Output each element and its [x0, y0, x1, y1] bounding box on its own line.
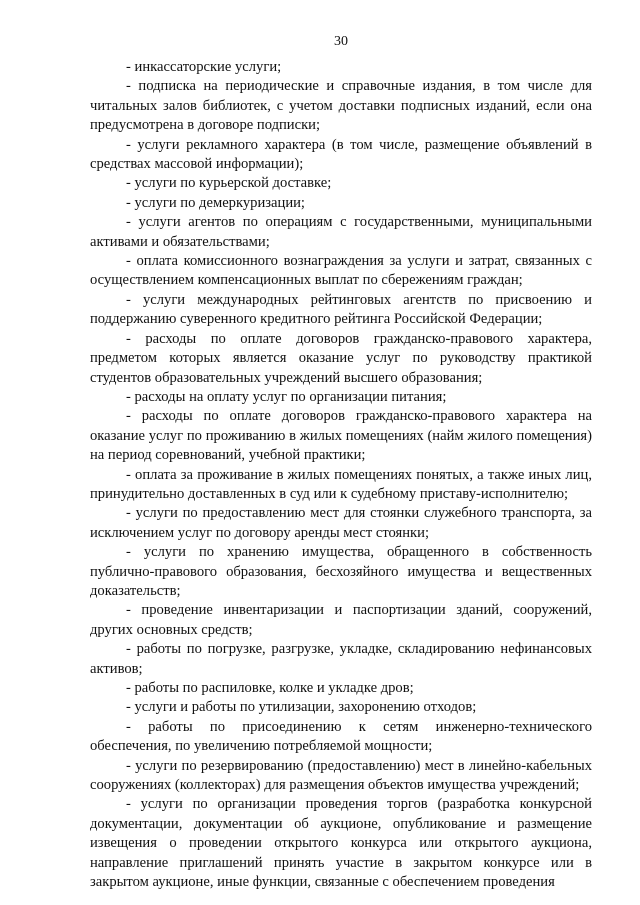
paragraph: - расходы по оплате договоров гражданско-правового характера на оказание услуг по проживанию в жилых помещениях (найм жилого помещения) на период соревнований, учебной практики; [90, 408, 592, 464]
paragraph: - услуги по резервированию (предоставлению) мест в линейно-кабельных сооружениях (коллекторах) для размещения объектов имущества учреждений; [90, 757, 592, 794]
page-number: 30 [334, 34, 348, 49]
paragraph: - услуги и работы по утилизации, захоронению отходов; [126, 699, 477, 716]
paragraph: - услуги рекламного характера (в том числе, размещение объявлений в средствах массовой информации); [90, 136, 592, 173]
document-body [90, 58, 592, 892]
paragraph: - оплата за проживание в жилых помещениях понятых, а также иных лиц, принудительно доставленных в суд или к судебному приставу-исполнителю; [90, 466, 592, 502]
paragraph: - проведение инвентаризации и паспортизации зданий, сооружений, других основных средств; [90, 602, 592, 638]
paragraph: - работы по распиловке, колке и укладке дров; [126, 680, 414, 696]
paragraph: - работы по присоединению к сетям инженерно-технического обеспечения, по увеличению потребляемой мощности; [90, 718, 592, 755]
paragraph: - услуги по хранению имущества, обращенного в собственность публично-правового образования, бесхозяйного имущества и вещественных доказательств; [90, 544, 592, 599]
paragraph: - оплата комиссионного вознаграждения за услуги и затрат, связанных с осуществлением компенсационных выплат по сбережениям граждан; [90, 253, 592, 289]
paragraph: - услуги по организации проведения торгов (разработка конкурсной документации, документации об аукционе, опубликование и размещение извещения о проведении открытого конкурса или открытого аукциона, направление приглашений принять участие в закрытом конкурсе или в закрытом аукционе, иные функции, связанные с обеспечением проведения [90, 796, 592, 891]
paragraph: - инкассаторские услуги; [126, 59, 282, 75]
paragraph: - услуги по демеркуризации; [126, 194, 305, 211]
paragraph: - услуги агентов по операциям с государственными, муниципальными активами и обязательствами; [90, 214, 592, 250]
paragraph: - подписка на периодические и справочные издания, в том числе для читальных залов библиотек, с учетом доставки подписных изданий, если она предусмотрена в договоре подписки; [90, 78, 592, 134]
paragraph: - работы по погрузке, разгрузке, укладке, складированию нефинансовых активов; [90, 641, 592, 677]
paragraph: - расходы на оплату услуг по организации питания; [126, 388, 447, 405]
paragraph: - услуги международных рейтинговых агентств по присвоению и поддержанию суверенного кредитного рейтинга Российской Федерации; [90, 291, 592, 328]
paragraph: - расходы по оплате договоров гражданско-правового характера, предметом которых является оказание услуг по руководству практикой студентов образовательных учреждений высшего образования; [90, 330, 592, 386]
paragraph: - услуги по предоставлению мест для стоянки служебного транспорта, за исключением услуг по договору аренды мест стоянки; [90, 505, 592, 541]
paragraph: - услуги по курьерской доставке; [126, 175, 332, 192]
